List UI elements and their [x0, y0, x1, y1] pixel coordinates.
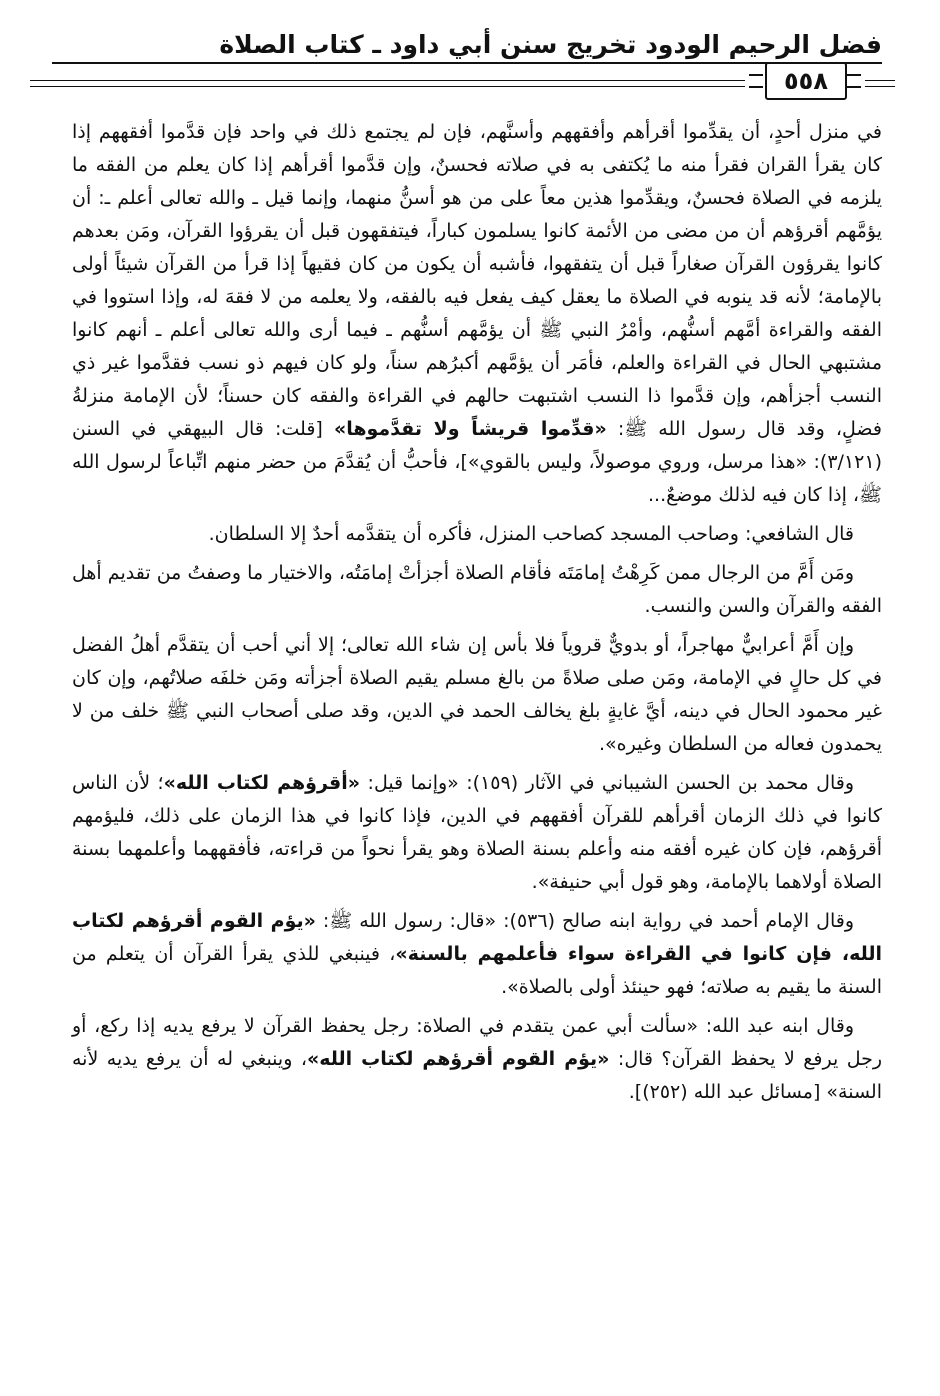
paragraph-text: قال الشافعي: وصاحب المسجد كصاحب المنزل، فأكره أن يتقدَّمه أحدٌ إلا السلطان. [208, 523, 854, 545]
paragraph-text: وقال الإمام أحمد في رواية ابنه صالح (٥٣٦): «قال: رسول الله ﷺ: [315, 910, 854, 932]
ornament-left [749, 74, 763, 88]
body-text [72, 116, 882, 1115]
paragraph [72, 116, 882, 512]
page-number-rule-left [30, 80, 745, 81]
running-header-title: فضل الرحيم الودود تخريج سنن أبي داود ـ كتاب الصلاة [219, 30, 882, 59]
page-number-rule-right-2 [865, 86, 895, 87]
paragraph [72, 1010, 882, 1109]
hadith-quote: «قدِّموا قريشاً ولا تقدَّموها» [333, 418, 607, 440]
hadith-quote: «يؤم القوم أقرؤهم لكتاب الله، فإن كانوا في القراءة سواء فأعلمهم بالسنة» [72, 910, 882, 965]
page-number: ٥٥٨ [765, 62, 847, 100]
paragraph [72, 518, 882, 551]
paragraph [72, 767, 882, 899]
paragraph-text: في منزل أحدٍ، أن يقدِّموا أقرأهم وأفقههم وأسنَّهم، فإن لم يجتمع ذلك في واحد فإن قدَّموا أفقههم إذا كان يقرأ القران فقرأ منه ما يُكتفى به في صلاته فحسنٌ، وإن قدَّموا أقرأهم إذا كان يعلم من الفقه ما يلزمه في الصلاة فحسنٌ، ويقدِّموا هذين معاً على من هو أسنُّ منهما، وإنما قيل ـ والله تعالى أعلم ـ: أن يؤمَّهم أقرؤهم أن من مضى من الأئمة كانوا يسلمون كباراً، فيتفقهون قبل أن يقرؤوا القرآن، ومَن بعدهم كانوا يقرؤون القرآن صغاراً قبل أن يتفقهوا، فأشبه أن يكون من كان فقيهاً إذا قرأ من القرآن شيئاً أولى بالإمامة؛ لأنه قد ينوبه في الصلاة ما يعقل كيف يفعل فيه بالفقه، ولا يعلمه من لا فقهَ له، وإذا استووا في الفقه والقراءة أمَّهم أسنُّهم، وأمْرُ النبي ﷺ أن يؤمَّهم أسنُّهم ـ فيما أرى والله تعالى أعلم ـ أنهم كانوا مشتبهي الحال في القراءة والعلم، فأمَر أن يؤمَّهم أكبرُهم سناً، ولو كان فيهم ذو نسب فقدَّموا غير ذي النسب أجزأهم، وإن قدَّموا ذا النسب اشتبهت حالهم في القراءة والفقه كان حسناً؛ لأن الإمامة منزلةُ فضلٍ، وقد قال رسول الله ﷺ: [72, 121, 882, 440]
paragraph-text: ومَن أَمَّ من الرجال ممن كَرِهْتُ إمامَتَه فأقام الصلاة أجزأتْ إمامَتُه، والاختيار ما وصفتُ من تقديم أهل الفقه والقرآن والسن والنسب. [72, 562, 882, 617]
page-number-ornament [745, 60, 865, 102]
hadith-quote: «يؤم القوم أقرؤهم لكتاب الله» [306, 1048, 610, 1070]
page-number-rule-right [865, 80, 895, 81]
paragraph [72, 905, 882, 1004]
paragraph-text: ، وينبغي له أن يرفع يديه لأنه السنة» [مسائل عبد الله (٢٥٢)]. [72, 1048, 882, 1103]
paragraph-text: [قلت: قال البيهقي في السنن (٣/١٢١): «هذا مرسل، وروي موصولاً، وليس بالقوي»]، فأحبُّ أن يُقدَّمَ من حضر منهم اتِّباعاً لرسول الله ﷺ، إذا كان فيه لذلك موضعٌ... [72, 418, 882, 506]
paragraph-text: وقال محمد بن الحسن الشيباني في الآثار (١٥٩): «وإنما قيل: [360, 772, 855, 794]
paragraph [72, 629, 882, 761]
paragraph-text: وإن أَمَّ أعرابيٌّ مهاجراً، أو بدويٌّ قروياً فلا بأس إن شاء الله تعالى؛ إلا أني أحب أن يتقدَّم أهلُ الفضل في كل حالٍ في الإمامة، ومَن صلى صلاةً من بالغ مسلم يقيم الصلاة أجزأته ومَن خلفَه صلاتُهم، وإن كان غير محمود الحال في دينه، أيَّ غايةٍ بلغ يخالف الحمد في الدين، وقد صلى أصحاب النبي ﷺ خلف من لا يحمدون فعاله من السلطان وغيره». [72, 634, 882, 755]
paragraph-text: وقال ابنه عبد الله: «سألت أبي عمن يتقدم في الصلاة: رجل يحفظ القرآن لا يرفع يديه إذا ركع، أو رجل يرفع لا يحفظ القرآن؟ قال: [72, 1015, 882, 1070]
ornament-right [847, 74, 861, 88]
hadith-quote: «أقرؤهم لكتاب الله» [163, 772, 361, 794]
paragraph [72, 557, 882, 623]
paragraph-text: ؛ لأن الناس كانوا في ذلك الزمان أقرأهم للقرآن أفقههم في الدين، فإذا كانوا في هذا الزمان على ذلك، فليؤمهم أقرؤهم، فإن كان غيره أفقه منه وأعلم بسنة الصلاة وهو يقرأ نحواً من قراءته، فأفقههما وأعلمهما بسنة الصلاة أولاهما بالإمامة، وهو قول أبي حنيفة». [72, 772, 882, 893]
page-number-rule-left-2 [30, 86, 745, 87]
paragraph-text: ، فينبغي للذي يقرأ القرآن أن يتعلم من السنة ما يقيم به صلاته؛ فهو حينئذ أولى بالصلاة». [72, 943, 882, 998]
